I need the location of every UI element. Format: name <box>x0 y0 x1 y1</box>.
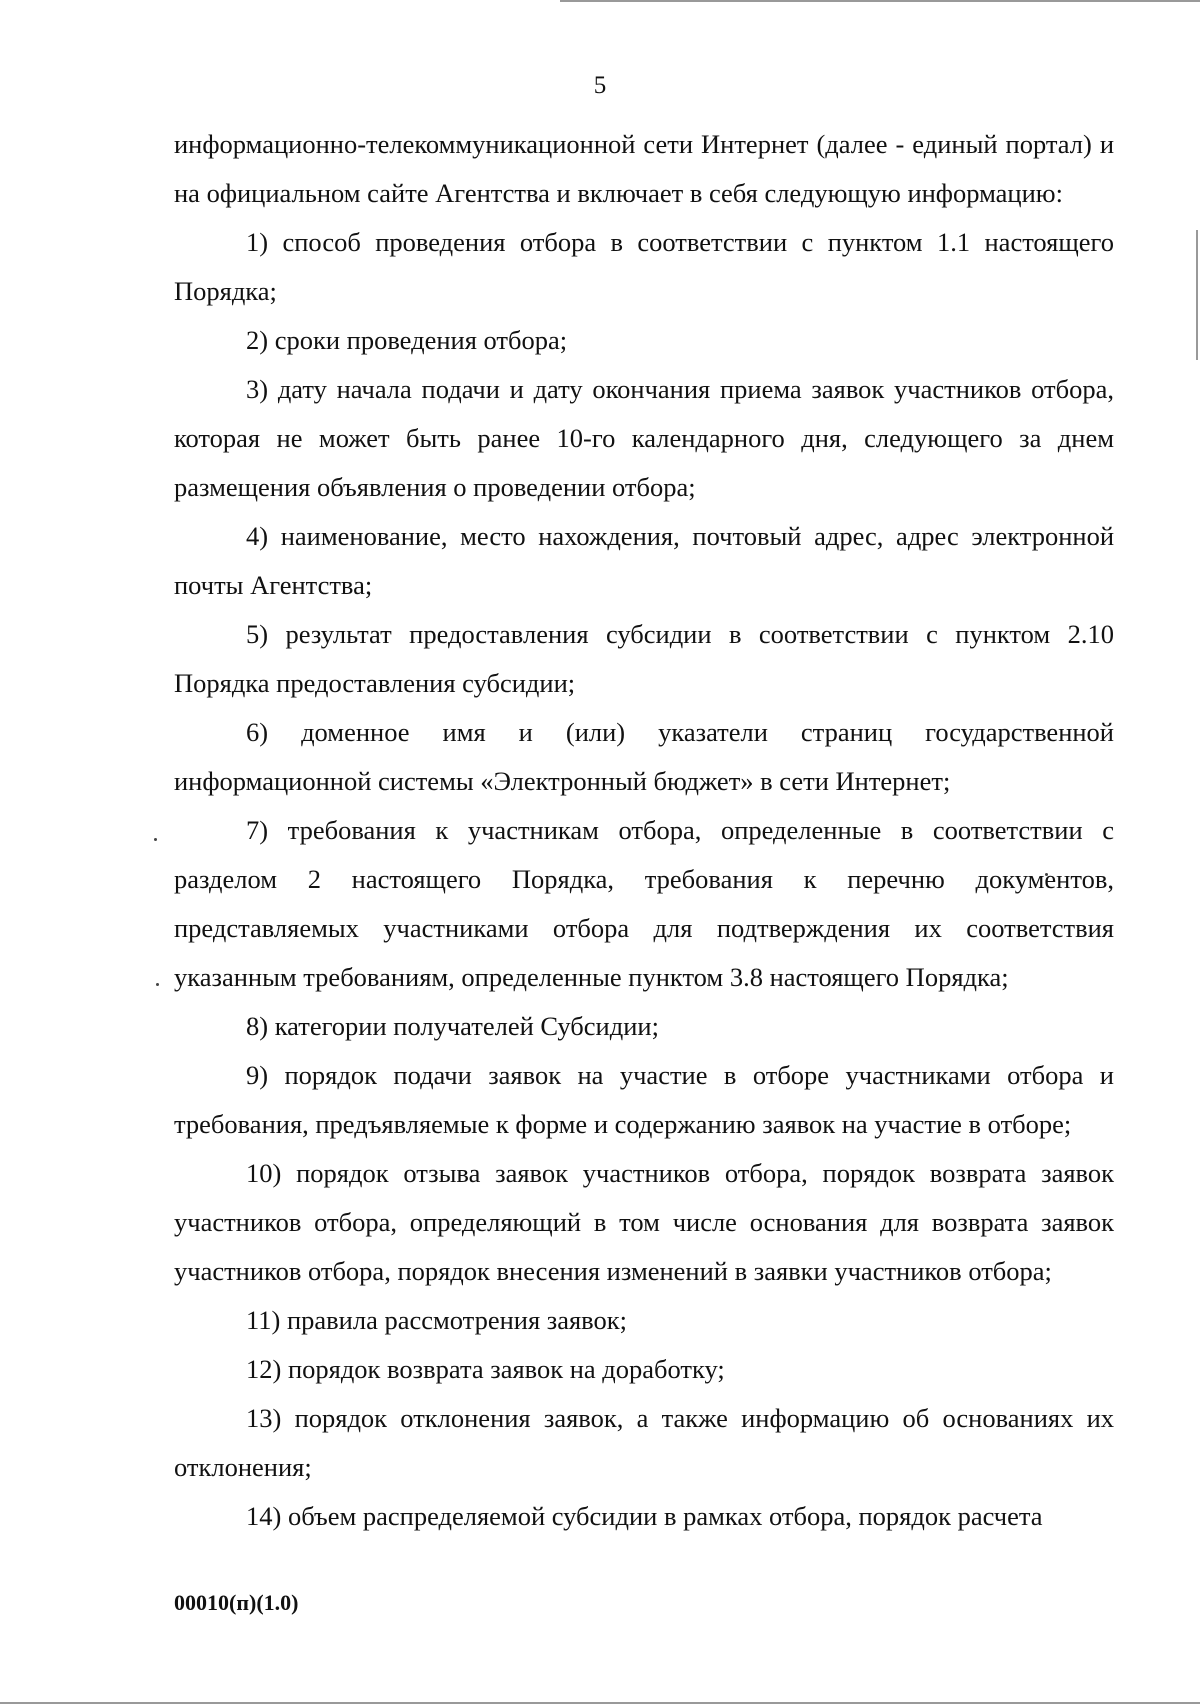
list-item: 1) способ проведения отбора в соответствии с пунктом 1.1 настоящего Порядка; <box>174 227 1114 306</box>
scan-artifact-top <box>560 0 1200 2</box>
list-item: 6) доменное имя и (или) указатели страниц государственной информационной системы «Электронный бюджет» в сети Интернет; <box>174 717 1114 796</box>
list-item: 9) порядок подачи заявок на участие в отборе участниками отбора и требования, предъявляемые к форме и содержанию заявок на участие в отборе; <box>174 1060 1114 1139</box>
list-item: 4) наименование, место нахождения, почтовый адрес, адрес электронной почты Агентства; <box>174 521 1114 600</box>
scan-artifact-bottom <box>0 1702 1200 1704</box>
scan-speck <box>156 983 159 986</box>
list-item: 2) сроки проведения отбора; <box>246 325 568 355</box>
intro-paragraph: информационно-телекоммуникационной сети Интернет (далее - единый портал) и на официальном сайте Агентства и включает в себя следующую информацию: <box>174 129 1114 208</box>
document-body <box>174 120 1114 1541</box>
list-item: 7) требования к участникам отбора, определенные в соответствии с разделом 2 настоящего Порядка, требования к перечню документов, представляемых участниками отбора для подтверждения их соответствия указанным требованиям, определенные пунктом 3.8 настоящего Порядка; <box>174 815 1114 992</box>
list-item: 11) правила рассмотрения заявок; <box>246 1305 628 1335</box>
scan-artifact-right <box>1196 230 1198 360</box>
list-item: 8) категории получателей Субсидии; <box>246 1011 659 1041</box>
list-item: 12) порядок возврата заявок на доработку; <box>246 1354 725 1384</box>
page-number: 5 <box>593 72 607 99</box>
list-item: 14) объем распределяемой субсидии в рамках отбора, порядок расчета <box>246 1501 1043 1531</box>
list-item: 3) дату начала подачи и дату окончания приема заявок участников отбора, которая не может быть ранее 10-го календарного дня, следующего за днем размещения объявления о проведении отбора; <box>174 374 1114 502</box>
list-item: 13) порядок отклонения заявок, а также информацию об основаниях их отклонения; <box>174 1403 1114 1482</box>
list-item: 5) результат предоставления субсидии в соответствии с пунктом 2.10 Порядка предоставления субсидии; <box>174 619 1114 698</box>
scan-speck <box>154 838 157 841</box>
document-code: 00010(п)(1.0) <box>174 1590 299 1615</box>
list-item: 10) порядок отзыва заявок участников отбора, порядок возврата заявок участников отбора, определяющий в том числе основания для возврата заявок участников отбора, порядок внесения изменений в заявки участников отбора; <box>174 1158 1114 1286</box>
